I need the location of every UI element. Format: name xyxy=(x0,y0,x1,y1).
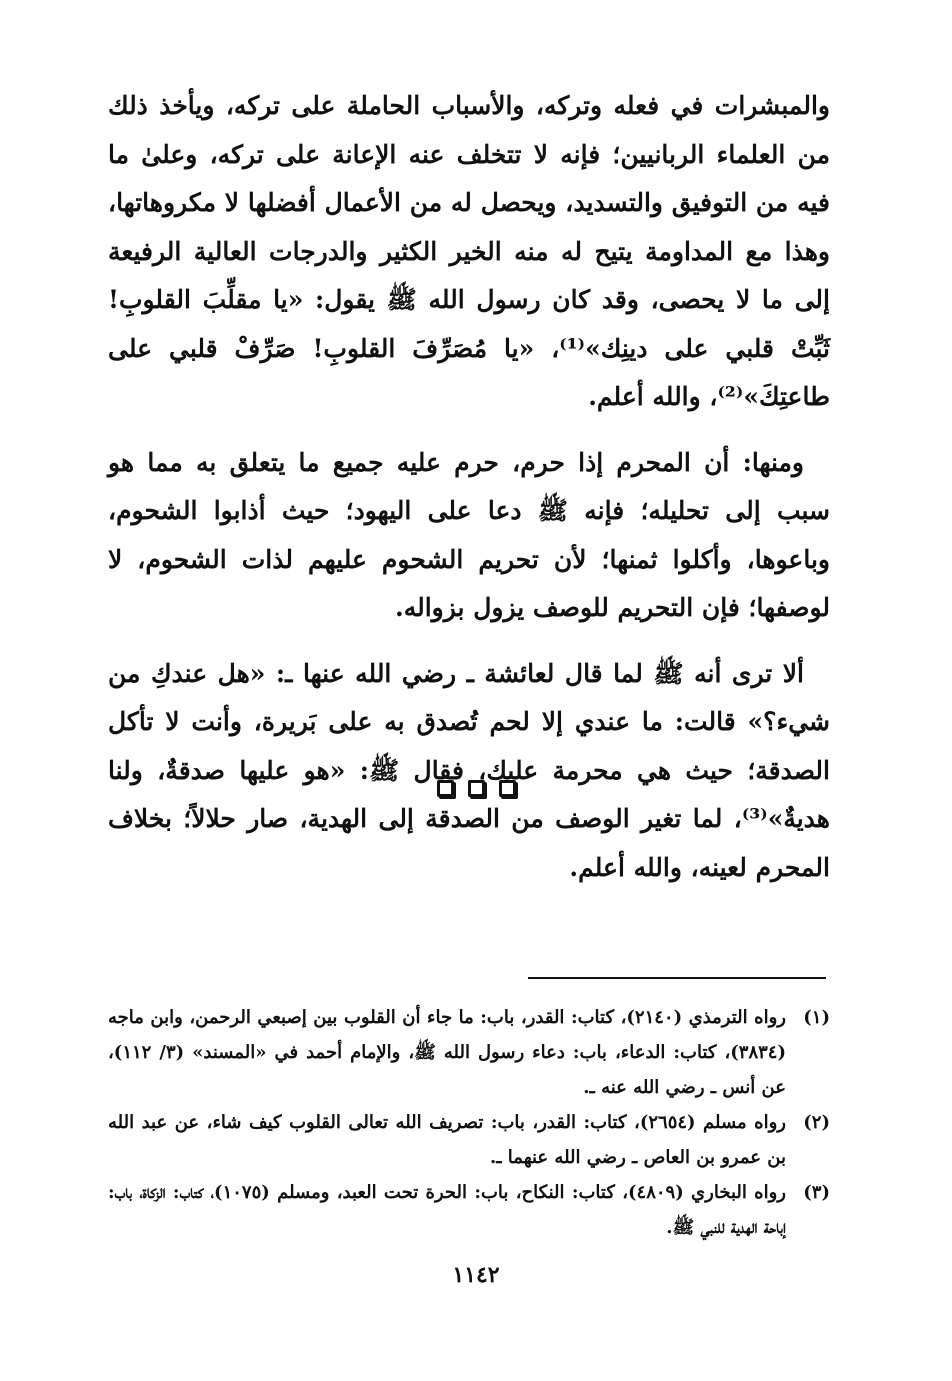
square-ornament-icon xyxy=(499,780,516,797)
square-ornament-icon xyxy=(437,780,454,797)
section-separator xyxy=(0,780,952,797)
footnote-3 xyxy=(108,1175,830,1245)
footnote-text: رواه مسلم (٢٦٥٤)، كتاب: القدر، باب: تصريف الله تعالى القلوب كيف شاء، عن عبد الله بن عمرو بن العاص ـ رضي الله عنهما ـ. xyxy=(108,1112,786,1168)
footnote-2 xyxy=(108,1105,830,1175)
footnotes xyxy=(108,1000,830,1245)
footnote-number: (٢) xyxy=(803,1112,830,1133)
footnote-text: رواه البخاري (٤٨٠٩)، كتاب: النكاح، باب: الحرة تحت العبد، ومسلم (١٠٧٥)، كتاب: الزكاة، باب: إباحة الهدية للنبي ﷺ. xyxy=(108,1182,786,1238)
footnote-rule xyxy=(528,977,826,979)
paragraph-3: ألا ترى أنه ﷺ لما قال لعائشة ـ رضي الله عنها ـ: «هل عندكِ من شيء؟» قالت: ما عندي إلا لحم تُصدق به على بَريرة، وأنت لا تأكل الصدقة؛ حيث هي محرمة عليك، فقال ﷺ: «هو عليها صدقةٌ، ولنا هديةٌ»⁽³⁾، لما تغير الوصف من الصدقة إلى الهدية، صار حلالاً؛ بخلاف المحرم لعينه، والله أعلم. xyxy=(108,658,830,882)
footnote-number: (٣) xyxy=(803,1182,830,1203)
page-number: ١١٤٢ xyxy=(452,1262,500,1288)
footnote-1 xyxy=(108,1000,830,1105)
paragraph-2: ومنها: أن المحرم إذا حرم، حرم عليه جميع ما يتعلق به مما هو سبب إلى تحليله؛ فإنه ﷺ دعا على اليهود؛ حيث أذابوا الشحوم، وباعوها، وأكلوا ثمنها؛ لأن تحريم الشحوم عليهم لذات الشحوم، لا لوصفها؛ فإن التحريم للوصف يزول بزواله. xyxy=(108,447,830,622)
footnote-text: رواه الترمذي (٢١٤٠)، كتاب: القدر، باب: ما جاء أن القلوب بين إصبعي الرحمن، وابن ماجه (٣٨٣٤)، كتاب: الدعاء، باب: دعاء رسول الله ﷺ، والإمام أحمد في «المسند» (٣/ ١١٢)، عن أنس ـ رضي الله عنه ـ. xyxy=(108,1007,786,1098)
square-ornament-icon xyxy=(468,780,485,797)
footnote-number: (١) xyxy=(803,1007,830,1028)
paragraph-1: والمبشرات في فعله وتركه، والأسباب الحاملة على تركه، ويأخذ ذلك من العلماء الربانيين؛ فإنه لا تتخلف عنه الإعانة على تركه، وعلىٰ ما فيه من التوفيق والتسديد، ويحصل له من الأعمال أفضلها لا مكروهاتها، وهذا مع المداومة يتيح له منه الخير الكثير والدرجات العالية الرفيعة إلى ما لا يحصى، وقد كان رسول الله ﷺ يقول: «يا مقلِّبَ القلوبِ! ثَبِّتْ قلبي على دينِك»⁽¹⁾، «يا مُصَرِّفَ القلوبِ! صَرِّفْ قلبي على طاعتِكَ»⁽²⁾، والله أعلم. xyxy=(108,91,830,411)
